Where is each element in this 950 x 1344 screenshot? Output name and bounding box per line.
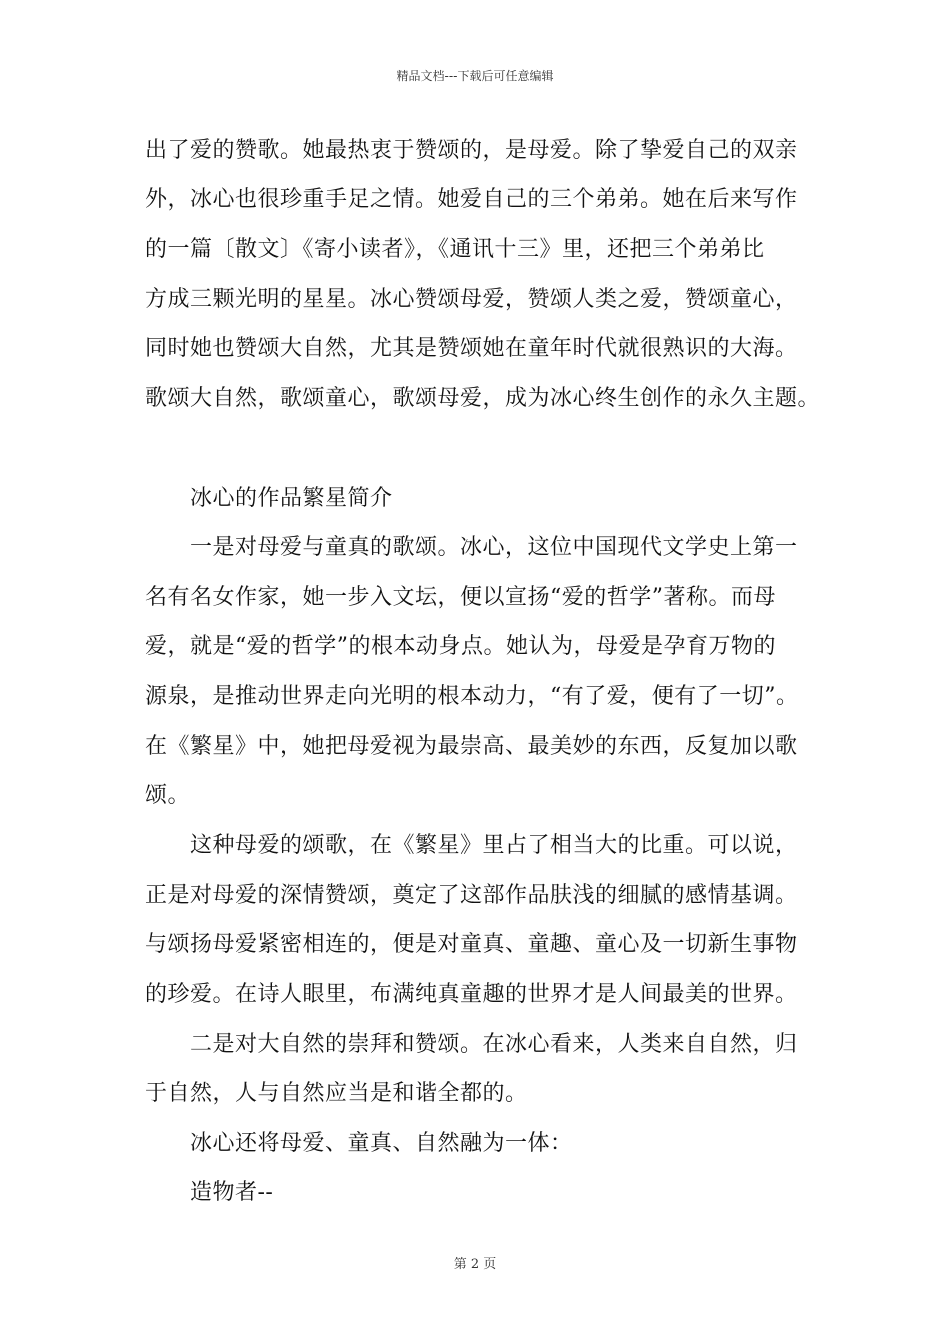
text-line: 的一篇〔散文〕《寄小读者》，《通讯十三》里，还把三个弟弟比 — [145, 237, 765, 262]
text-line: 的珍爱。在诗人眼里，布满纯真童趣的世界才是人间最美的世界。 — [145, 982, 798, 1007]
text-line: 在《繁星》中，她把母爱视为最崇高、最美妙的东西，反复加以歌 — [145, 734, 798, 759]
text-line: 一是对母爱与童真的歌颂。冰心，这位中国现代文学史上第一 — [190, 535, 798, 560]
text-line: 出了爱的赞歌。她最热衷于赞颂的，是母爱。除了挚爱自己的双亲 — [145, 138, 798, 163]
text-line: 二是对大自然的崇拜和赞颂。在冰心看来，人类来自自然，归 — [190, 1032, 798, 1057]
text-line: 名有名女作家，她一步入文坛，便以宣扬“爱的哲学”著称。而母 — [145, 585, 776, 610]
text-line: 外，冰心也很珍重手足之情。她爱自己的三个弟弟。她在后来写作 — [145, 187, 798, 212]
text-line: 方成三颗光明的星星。冰心赞颂母爱，赞颂人类之爱，赞颂童心， — [145, 287, 798, 312]
section-heading: 冰心的作品繁星简介 — [190, 486, 393, 511]
text-line: 爱，就是“爱的哲学”的根本动身点。她认为，母爱是孕育万物的 — [145, 634, 776, 659]
text-line: 同时她也赞颂大自然，尤其是赞颂她在童年时代就很熟识的大海。 — [145, 336, 798, 361]
text-line: 歌颂大自然，歌颂童心，歌颂母爱，成为冰心终生创作的永久主题。 — [145, 386, 821, 411]
text-line: 于自然，人与自然应当是和谐全都的。 — [145, 1081, 528, 1106]
text-line: 源泉，是推动世界走向光明的根本动力，“有了爱，便有了一切”。 — [145, 684, 799, 709]
page-number: 第 2 页 — [453, 1257, 497, 1272]
text-line: 正是对母爱的深情赞颂，奠定了这部作品肤浅的细腻的感情基调。 — [145, 883, 798, 908]
text-line: 与颂扬母爱紧密相连的，便是对童真、童趣、童心及一切新生事物 — [145, 932, 798, 957]
text-line: 冰心还将母爱、童真、自然融为一体： — [190, 1131, 573, 1156]
text-line: 造物者-- — [190, 1180, 274, 1205]
page-header: 精品文档---下载后可任意编辑 — [396, 69, 554, 83]
text-line: 这种母爱的颂歌，在《繁星》里占了相当大的比重。可以说， — [190, 833, 798, 858]
text-line: 颂。 — [145, 783, 191, 808]
